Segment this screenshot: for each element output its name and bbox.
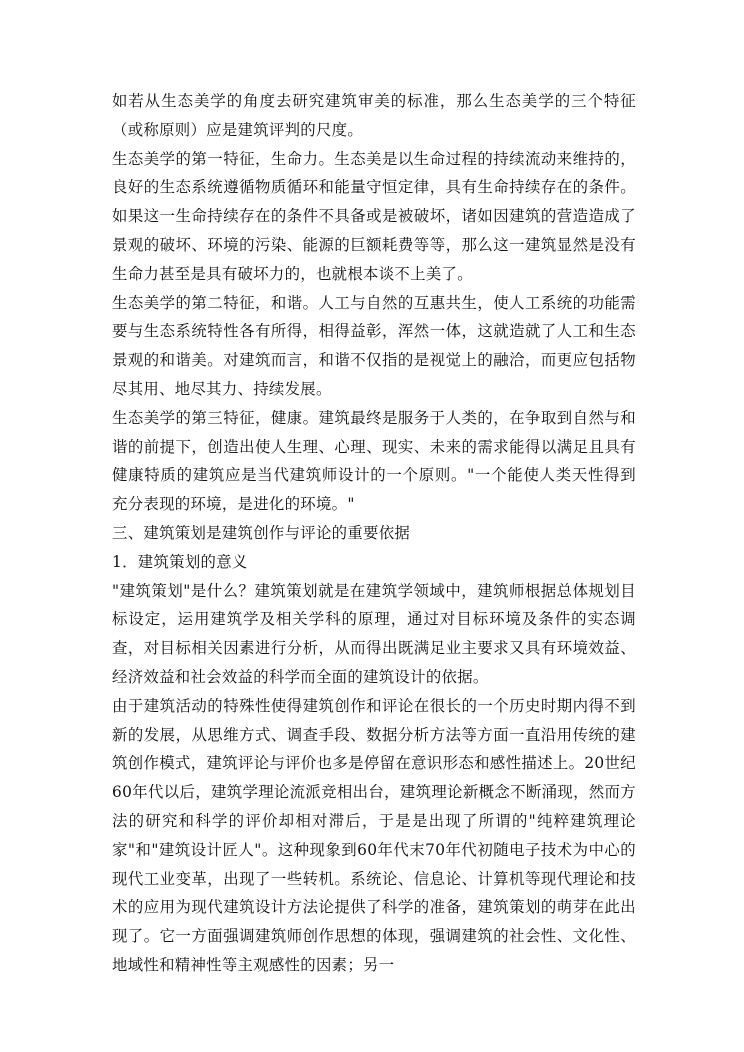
paragraph-second-feature: 生态美学的第二特征，和谐。人工与自然的互惠共生，使人工系统的功能需要与生态系统特性各有所得，相得益彰，浑然一体，这就造就了人工和生态景观的和谐美。对建筑而言，和谐不仅指的是视觉上的融洽，而更应包括物尽其用、地尽其力、持续发展。 (112, 293, 636, 398)
section-heading: 三、建筑策划是建筑创作与评论的重要依据 (112, 523, 411, 542)
paragraph-intro: 如若从生态美学的角度去研究建筑审美的标准，那么生态美学的三个特征（或称原则）应是建筑评判的尺度。 (112, 92, 636, 139)
paragraph-first-feature: 生态美学的第一特征，生命力。生态美是以生命过程的持续流动来维持的，良好的生态系统遵循物质循环和能量守恒定律，具有生命持续存在的条件。如果这一生命持续存在的条件不具备或是被破坏，诸如因建筑的营造造成了景观的破坏、环境的污染、能源的巨额耗费等等，那么这一建筑显然是没有生命力甚至是具有破坏力的，也就根本谈不上美了。 (112, 149, 636, 283)
document-body (112, 87, 636, 980)
paragraph-definition: "建筑策划"是什么？建筑策划就是在建筑学领域中，建筑师根据总体规划目标设定，运用建筑学及相关学科的原理，通过对目标环境及条件的实态调查，对目标相关因素进行分析，从而得出既满足业主要求又具有环境效益、经济效益和社会效益的科学而全面的建筑设计的依据。 (112, 581, 636, 686)
paragraph-history: 由于建筑活动的特殊性使得建筑创作和评论在很长的一个历史时期内得不到新的发展，从思维方式、调查手段、数据分析方法等方面一直沿用传统的建筑创作模式，建筑评论与评价也多是停留在意识形态和感性描述上。20世纪60年代以后，建筑学理论流派竞相出台，建筑理论新概念不断涌现，然而方法的研究和科学的评价却相对滞后，于是是出现了所谓的"纯粹建筑理论家"和"建筑设计匠人"。这种现象到60年代末70年代初随电子技术为中心的现代工业变革，出现了一些转机。系统论、信息论、计算机等现代理论和技术的应用为现代建筑设计方法论提供了科学的准备，建筑策划的萌芽在此出现了。它一方面强调建筑师创作思想的体现，强调建筑的社会性、文化性、地域性和精神性等主观感性的因素；另一 (112, 696, 636, 974)
subsection-heading: 1．建筑策划的意义 (112, 552, 248, 571)
paragraph-third-feature: 生态美学的第三特征，健康。建筑最终是服务于人类的，在争取到自然与和谐的前提下，创造出使人生理、心理、现实、未来的需求能得以满足且具有健康特质的建筑应是当代建筑师设计的一个原则。"一个能使人类天性得到充分表现的环境，是进化的环境。" (112, 408, 636, 514)
